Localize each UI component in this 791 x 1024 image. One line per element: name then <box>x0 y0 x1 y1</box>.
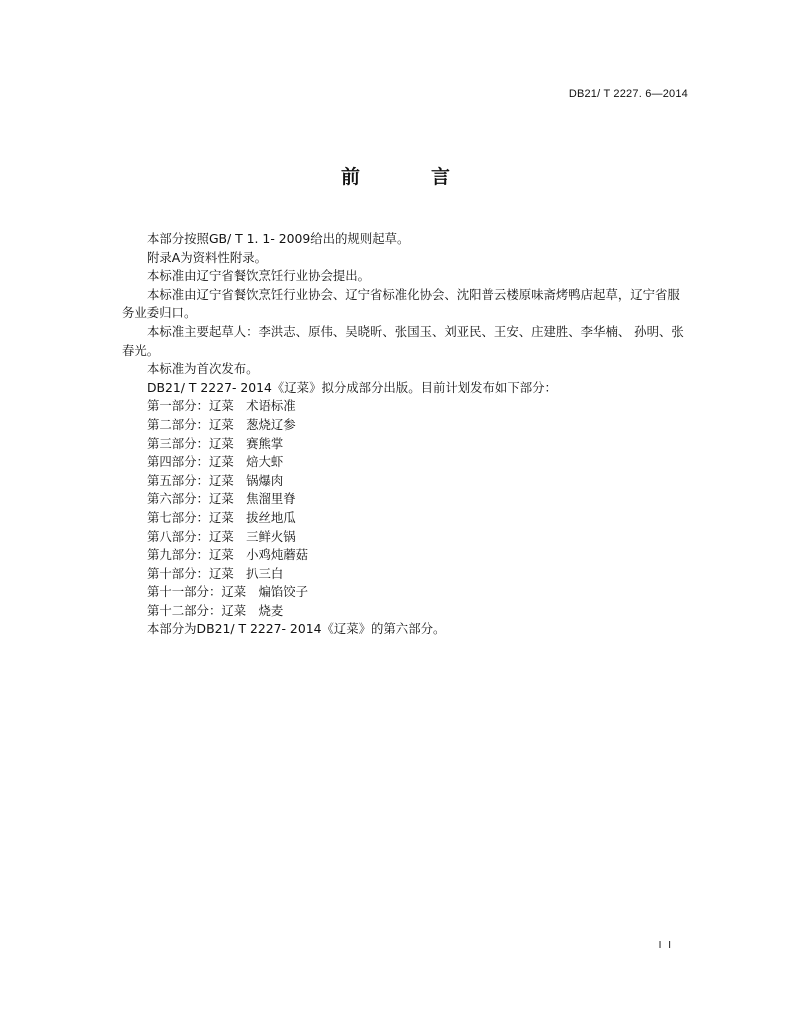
paragraph: 本标准由辽宁省餐饮烹饪行业协会提出。 <box>147 268 371 284</box>
list-item: 第七部分：辽菜 拔丝地瓜 <box>147 509 296 525</box>
list-item: 第一部分：辽菜 术语标准 <box>147 398 296 414</box>
list-item: 第四部分：辽菜 焙大虾 <box>147 454 284 470</box>
paragraph: 本标准为首次发布。 <box>147 361 259 377</box>
list-item: 第八部分：辽菜 三鲜火锅 <box>147 528 296 544</box>
list-item: 第十一部分：辽菜 煸馅饺子 <box>147 584 309 600</box>
paragraph: 本标准主要起草人：李洪志、原伟、吴晓昕、张国玉、刘亚民、王安、庄建胜、李华楠、 孙明、张春光。 <box>122 323 684 358</box>
foreword-body <box>122 230 692 639</box>
standard-code: DB21/ T 2227. 6—2014 <box>568 88 688 100</box>
page-number: I I <box>658 940 673 951</box>
paragraph: 本部分按照GB/ T 1. 1- 2009给出的规则起草。 <box>147 231 410 246</box>
parts-list <box>122 397 692 620</box>
list-item: 第十部分：辽菜 扒三白 <box>147 565 284 581</box>
list-item: 第六部分：辽菜 焦溜里脊 <box>147 491 296 507</box>
page-title: 前 言 <box>340 166 476 188</box>
paragraph: DB21/ T 2227- 2014《辽菜》拟分成部分出版。目前计划发布如下部分： <box>147 379 557 395</box>
list-item: 第二部分：辽菜 葱烧辽参 <box>147 416 296 432</box>
list-item: 第十二部分：辽菜 烧麦 <box>147 602 284 618</box>
paragraph: 附录A为资料性附录。 <box>147 249 267 265</box>
list-item: 第五部分：辽菜 锅爆肉 <box>147 472 284 488</box>
closing-paragraph: 本部分为DB21/ T 2227- 2014《辽菜》的第六部分。 <box>147 621 446 637</box>
list-item: 第九部分：辽菜 小鸡炖蘑菇 <box>147 547 309 563</box>
paragraph: 本标准由辽宁省餐饮烹饪行业协会、辽宁省标准化协会、沈阳普云楼原味斋烤鸭店起草，辽宁省服务业委归口。 <box>122 286 680 321</box>
list-item: 第三部分：辽菜 赛熊掌 <box>147 435 284 451</box>
